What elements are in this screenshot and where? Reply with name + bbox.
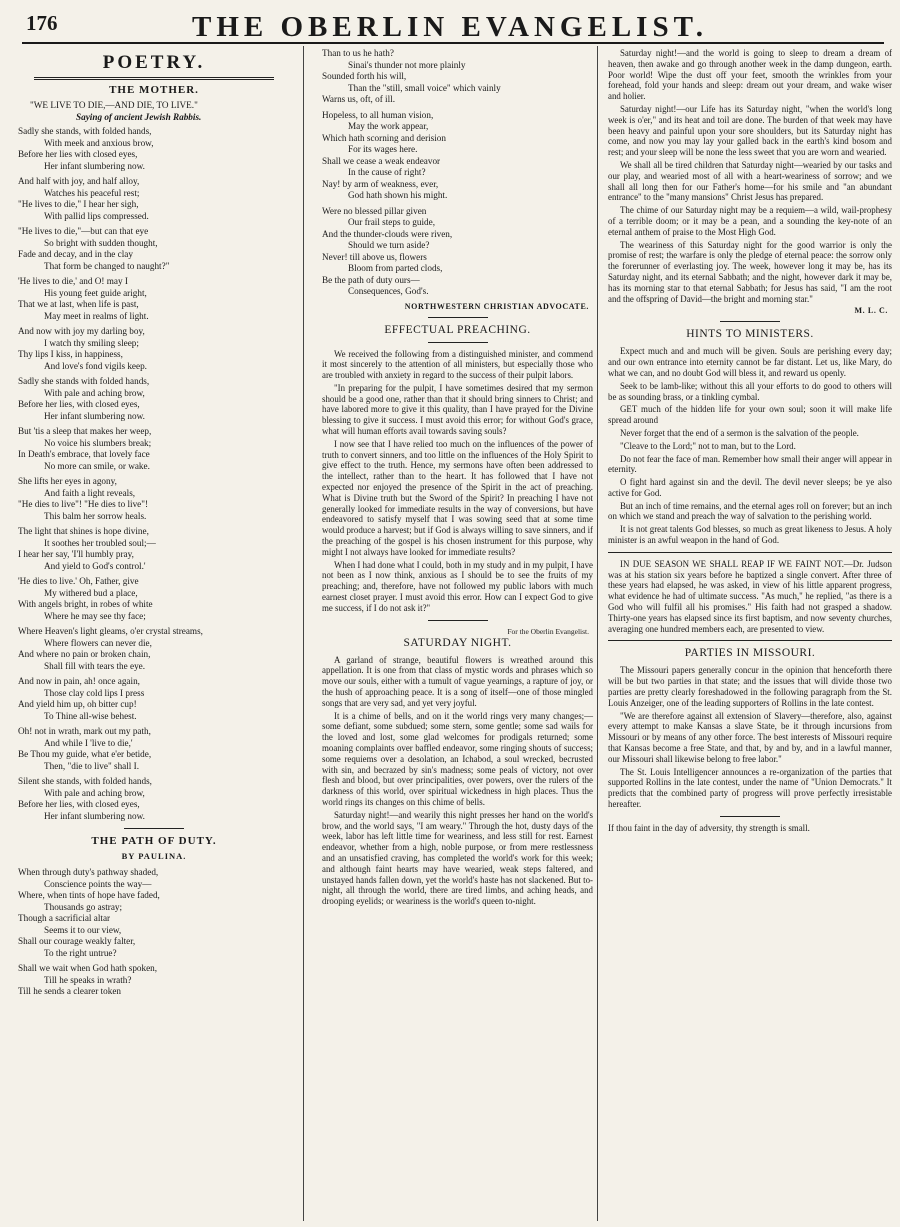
article-parties-in-missouri bbox=[608, 665, 892, 809]
poem-line: Her infant slumbering now. bbox=[44, 410, 145, 421]
poem-line: Sounded forth his will, bbox=[322, 71, 407, 81]
poem-line: Nay! by arm of weakness, ever, bbox=[322, 178, 439, 189]
poem-stanza bbox=[18, 676, 290, 722]
poem-line: Were no blessed pillar given bbox=[322, 205, 427, 216]
paragraph: Saturday night!—our Life has its Saturday night, "when the world's long week is o'er," and its heat and toil are done. The burden of that week may have been heavy and painful upon your sore shoulders, but its Saturday night has come, and now you may lay your galled back in the earth's kind bosom and rest; and your sleep will be none the less sweet that you are worn and wearied. bbox=[608, 103, 892, 158]
section-rule bbox=[428, 620, 488, 621]
poem-line: No more can smile, or wake. bbox=[44, 460, 150, 471]
poem-line: Than to us he hath? bbox=[322, 48, 394, 58]
poem-line: My withered bud a place, bbox=[44, 587, 138, 598]
paragraph: O fight hard against sin and the devil. The devil never sleeps; be ye also active for God. bbox=[608, 477, 892, 498]
poem-line: With angels bright, in robes of white bbox=[18, 599, 153, 609]
poem-duty-stanza-3 bbox=[322, 48, 593, 106]
poem-line: "He lives to die,"—but can that eye bbox=[18, 226, 149, 236]
poetry-header: POETRY. bbox=[102, 52, 206, 73]
poem-stanza bbox=[18, 476, 290, 522]
paragraph: We received the following from a distinguished minister, and commend it most sincerely to the attention of all ministers, but especially those who are troubled with anxiety in regard to the success of their pulpit labors. bbox=[322, 348, 593, 381]
poem-stanza bbox=[18, 426, 290, 472]
poem-line: With meek and anxious brow, bbox=[44, 137, 154, 148]
poem-stanza bbox=[18, 576, 290, 622]
poem-duty-stanza-5 bbox=[322, 206, 593, 298]
poem-epigraph bbox=[18, 100, 290, 123]
poem-line: Be the path of duty ours— bbox=[322, 274, 420, 285]
paragraph: A garland of strange, beautiful flowers is wreathed around this appellation. It is one from that class of mystic words and phrases which so move our souls, either with a tumult of vague yearnings, a rapture of joy, or the hush of approaching peace. It is a song of itself—one of those mingled songs that are very sad, and yet very joyful. bbox=[322, 654, 593, 708]
poem-line: This balm her sorrow heals. bbox=[44, 510, 147, 521]
poem-byline: BY PAULINA. bbox=[121, 851, 187, 861]
poem-line: And now with joy my darling boy, bbox=[18, 326, 145, 336]
section-rule bbox=[720, 816, 780, 817]
poem-stanza bbox=[18, 376, 290, 422]
poem-line: Before her lies with closed eyes, bbox=[18, 149, 138, 159]
section-rule bbox=[720, 321, 780, 322]
paragraph: I now see that I have relied too much on the influences of the power of truth to convert sinners, and too little on the influences of the Holy Spirit to give effect to the truth. Hence, my sermons have often been addressed to the intellect, rather than to the heart. It has followed that I have not expected nor enjoyed the presence of the Spirit in the act of preaching. What is Divine truth but the Sword of the Spirit? In preaching I have not generally looked for immediate results in the way of conversions, but have endeavored to satisfy myself that I was sowing seed that at some time would produce a harvest; but if God is always willing to save sinners, and if the preaching of the gospel is his chosen instrument for this purpose, why might I not always have looked for immediate results? bbox=[322, 438, 593, 557]
poem-stanza bbox=[18, 176, 290, 222]
poem-line: In Death's embrace, that lovely face bbox=[18, 449, 150, 459]
poem-line: Never! till above us, flowers bbox=[322, 251, 427, 262]
poem-line: That form be changed to naught?" bbox=[44, 260, 170, 271]
poem-duty-stanza-1 bbox=[18, 867, 290, 959]
poem-line: Be Thou my guide, what e'er betide, bbox=[18, 749, 152, 759]
poem-line: Shall fill with tears the eye. bbox=[44, 660, 146, 671]
paragraph: "In preparing for the pulpit, I have sometimes desired that my sermon should be a good one, rather than that it should bring sinners to Christ; and have labored more to give it this quality, than I have prayed for the Divine blessing to give it success. I must avoid this error; for without God's grace, what will human efforts avail towards saving souls? bbox=[322, 382, 593, 437]
poem-line: God hath shown his might. bbox=[348, 190, 448, 200]
poem-line: I watch thy smiling sleep; bbox=[44, 337, 139, 348]
poem-title-mother: THE MOTHER. bbox=[109, 84, 199, 96]
poem-line: With pallid lips compressed. bbox=[44, 210, 149, 221]
section-rule bbox=[428, 317, 488, 318]
poem-line: It soothes her troubled soul;— bbox=[44, 537, 156, 548]
poem-line: Watches his peaceful rest; bbox=[44, 187, 140, 198]
poem-line: And while I 'live to die,' bbox=[44, 737, 133, 748]
poem-line: To Thine all-wise behest. bbox=[44, 710, 137, 721]
masthead bbox=[0, 0, 900, 44]
poem-line: 'He lives to die,' and O! may I bbox=[18, 276, 128, 286]
poem-line: Sadly she stands with folded hands, bbox=[18, 376, 150, 386]
poem-line: The light that shines is hope divine, bbox=[18, 526, 149, 536]
poem-line: With pale and aching brow, bbox=[44, 387, 145, 398]
article-title-effectual-preaching: EFFECTUAL PREACHING. bbox=[384, 323, 531, 336]
paragraph: Seek to be lamb-like; without this all your efforts to do good to others will be as sounding brass, or a tinkling cymbal. bbox=[608, 380, 892, 402]
poem-line: Shall we wait when God hath spoken, bbox=[18, 963, 158, 973]
poem-duty-stanza-4 bbox=[322, 110, 593, 202]
epigraph-quote: "WE LIVE TO DIE,—AND DIE, TO LIVE." bbox=[30, 100, 198, 110]
poem-line: And love's fond vigils keep. bbox=[44, 360, 147, 371]
poem-line: Before her lies, with closed eyes, bbox=[18, 799, 140, 809]
poem-line: Consequences, God's. bbox=[348, 286, 429, 296]
paragraph: It is a chime of bells, and on it the world rings very many changes;—some defiant, some subdued; some stern, some gentle; some sad wails for the loved and lost, some glad welcomes for prodigals returned; some moaning complaints over baffled endeavor, some ringing shouts of success; some requiems over a desolation, an Ichabod, a soul wrecked, becrusted with sin, and becrazed by sin's madness; some peals of victory, not over flesh and blood, but over principalities, over powers, over the rulers of the darkness of this world, over spiritual wickedness in high places. Thus the world rings its changes on this chime of bells. bbox=[322, 710, 593, 807]
paragraph: Do not fear the face of man. Remember how small their anger will appear in eternity. bbox=[608, 453, 892, 475]
poem-title-duty: THE PATH OF DUTY. bbox=[91, 835, 217, 847]
poem-line: Before her lies, with closed eyes, bbox=[18, 399, 140, 409]
poem-line: And half with joy, and half alloy, bbox=[18, 176, 140, 186]
article-signature: M. L. C. bbox=[854, 306, 888, 316]
poem-line: Her infant slumbering now. bbox=[44, 160, 145, 171]
poem-line: Conscience points the way— bbox=[44, 878, 152, 889]
paragraph: We shall all be tired children that Saturday night—wearied by our tasks and our play, and wearied most of all with a heart-weariness of sorrow; and we shall all long then for our Father's home—for his smile and "an abundant entrance" to the "many mansions" Christ Jesus has prepared. bbox=[608, 159, 892, 203]
poem-line: With pale and aching brow, bbox=[44, 787, 145, 798]
poem-line: Where Heaven's light gleams, o'er crystal streams, bbox=[18, 626, 203, 636]
poem-line: "He dies to live"! "He dies to live"! bbox=[18, 499, 149, 509]
poem-signature: NORTHWESTERN CHRISTIAN ADVOCATE. bbox=[404, 301, 589, 311]
article-title-hints: HINTS TO MINISTERS. bbox=[686, 328, 814, 341]
poem-line: To the right untrue? bbox=[44, 947, 117, 958]
poem-line: Should we turn aside? bbox=[348, 240, 430, 250]
article-credit: For the Oberlin Evangelist. bbox=[507, 626, 589, 636]
poem-line: Bloom from parted clods, bbox=[348, 263, 443, 273]
section-rule bbox=[124, 828, 184, 829]
poem-line: She lifts her eyes in agony, bbox=[18, 476, 117, 486]
poem-line: No voice his slumbers break; bbox=[44, 437, 152, 448]
paragraph: The Missouri papers generally concur in the opinion that henceforth there will be but two parties in that state; and the issues that will divide those two parties are pretty clearly foreshadowed in the following paragraph from the St. Louis Anzeiger, one of the leading supporters of Rollins in the late contest. bbox=[608, 665, 892, 708]
poem-line: Fade and decay, and in the clay bbox=[18, 249, 133, 259]
poem-line: That we at last, when life is past, bbox=[18, 299, 139, 309]
poem-stanza bbox=[18, 626, 290, 672]
article-due-season: IN DUE SEASON WE SHALL REAP IF WE FAINT NOT.—Dr. Judson was at his station six years before he baptized a single convert. After three of these years had elapsed, he was asked, in view of his little apparent progress, what evidence he had of ultimate success. "As much," he replied, "as there is a God who will fulfil all his promises." His faith had not grasped a shadow. Thirty-one years has elapsed since its first baptism, and now seventy churches, averaging one hundred members each, are presented to view. bbox=[608, 558, 892, 634]
column-3 bbox=[598, 48, 898, 1226]
article-saturday-night-part-1 bbox=[322, 655, 593, 907]
poem-stanza bbox=[18, 326, 290, 372]
poem-line: 'He dies to live.' Oh, Father, give bbox=[18, 576, 139, 586]
poem-line: And the thunder-clouds were riven, bbox=[322, 228, 453, 239]
poem-line: And where no pain or broken chain, bbox=[18, 649, 151, 659]
poem-duty-stanza-2 bbox=[18, 963, 290, 998]
poem-line: When through duty's pathway shaded, bbox=[18, 867, 159, 877]
poem-line: His young feet guide aright, bbox=[44, 287, 147, 298]
paragraph: It is not great talents God blesses, so much as great likeness to Jesus. A holy minister is an awful weapon in the hand of God. bbox=[608, 524, 892, 546]
epigraph-attribution: Saying of ancient Jewish Rabbis. bbox=[76, 111, 202, 122]
poem-line: Shall our courage weakly falter, bbox=[18, 936, 136, 946]
poem-line: In the cause of right? bbox=[348, 167, 426, 177]
poem-line: Thousands go astray; bbox=[44, 901, 123, 912]
section-rule bbox=[608, 640, 892, 641]
poetry-rule bbox=[34, 77, 274, 80]
paragraph: GET much of the hidden life for your own soul; soon it will make life spread around bbox=[608, 404, 892, 426]
paragraph: When I had done what I could, both in my study and in my pulpit, I have not been as I now think, anxious as I should be to see the fruits of my preaching; and, therefore, have not followed my public labors with much earnest closet prayer. I must avoid this error. How can I expect God to give me success, if I do not ask it?" bbox=[322, 559, 593, 613]
poem-line: For its wages here. bbox=[348, 144, 418, 154]
paragraph: "Cleave to the Lord;" not to man, but to the Lord. bbox=[620, 440, 796, 451]
poem-line: Till he speaks in wrath? bbox=[44, 974, 132, 985]
paragraph: The chime of our Saturday night may be a requiem—a wild, wail-prophesy of a terrible doom; or it may be a pean, and a sounding the key-note of an eternal anthem of praise to the Most High God. bbox=[608, 205, 892, 237]
poem-line: And yield him up, oh bitter cup! bbox=[18, 699, 137, 709]
poem-line: Which hath scorning and derision bbox=[322, 132, 446, 143]
paragraph: The weariness of this Saturday night for the good warrior is only the promise of rest; the warfare is only the pledge of eternal peace: the sorrow only the forerunner of everlasting joy. The week, however long it may be, has its Saturday night, and its eternal Sabbath; and the night, however dark it may be, has its morning star to that eternal Sabbath; for Jesus has said, "I am the root and the offspring of David—the bright and morning star." bbox=[608, 239, 892, 304]
page-number: 176 bbox=[26, 11, 58, 35]
poem-line: Where flowers can never die, bbox=[44, 637, 152, 648]
poem-mother-body bbox=[18, 126, 290, 822]
column-divider-1 bbox=[303, 46, 304, 1221]
column-1 bbox=[6, 48, 296, 1226]
poem-line: Her infant slumbering now. bbox=[44, 810, 145, 821]
closing-proverb: If thou faint in the day of adversity, thy strength is small. bbox=[608, 822, 810, 833]
poem-line: Those clay cold lips I press bbox=[44, 687, 145, 698]
paragraph: Saturday night!—and the world is going to sleep to dream a dream of heaven, then awake and go through another week in the damp dungeon, earth. Poor world! Wipe the dust off your feet, smooth the wrinkles from your forehead, fold your hands and sleep: dream out your dream, and wake wiser and holier. bbox=[608, 48, 892, 102]
poem-line: Than the "still, small voice" which vainly bbox=[348, 82, 501, 93]
masthead-rule bbox=[22, 42, 884, 44]
poem-line: May meet in realms of light. bbox=[44, 310, 149, 321]
poem-line: And yield to God's control.' bbox=[44, 560, 146, 571]
paragraph: Expect much and and much will be given. Souls are perishing every day; and our own entrance into eternity cannot be far distant. Let us, like Mary, do what we can, and no doubt God will bless it, and reward us openly. bbox=[608, 346, 892, 378]
paragraph: But an inch of time remains, and the eternal ages roll on forever; but an inch on which we stand and preach the way of salvation to the perishing world. bbox=[608, 500, 892, 522]
poem-stanza bbox=[18, 526, 290, 572]
poem-stanza bbox=[18, 276, 290, 322]
poem-line: So bright with sudden thought, bbox=[44, 237, 158, 248]
poem-line: Hopeless, to all human vision, bbox=[322, 109, 434, 120]
poem-line: Shall we cease a weak endeavor bbox=[322, 155, 441, 166]
poem-line: Warns us, oft, of ill. bbox=[322, 94, 396, 104]
poem-line: Though a sacrificial altar bbox=[18, 913, 111, 923]
poem-stanza bbox=[18, 126, 290, 172]
article-saturday-night-part-2 bbox=[608, 48, 892, 304]
poem-line: Where, when tints of hope have faded, bbox=[18, 890, 160, 900]
poem-stanza bbox=[18, 726, 290, 772]
section-rule bbox=[608, 552, 892, 553]
poem-line: And faith a light reveals, bbox=[44, 487, 136, 498]
poem-line: Then, "die to live" shall I. bbox=[44, 760, 140, 771]
poem-line: But 'tis a sleep that makes her weep, bbox=[18, 426, 152, 436]
poem-line: Our frail steps to guide, bbox=[348, 217, 436, 227]
poem-line: Oh! not in wrath, mark out my path, bbox=[18, 726, 151, 736]
poem-line: Sinai's thunder not more plainly bbox=[348, 59, 466, 70]
poem-line: Thy lips I kiss, in happiness, bbox=[18, 349, 123, 359]
poem-line: May the work appear, bbox=[348, 121, 429, 131]
poem-line: Sadly she stands, with folded hands, bbox=[18, 126, 152, 136]
poem-line: Silent she stands, with folded hands, bbox=[18, 776, 152, 786]
poem-line: Seems it to our view, bbox=[44, 924, 122, 935]
paragraph: "We are therefore against all extension of Slavery—therefore, also, against every attempt to make Kansas a slave State, be it through incursions from Missouri or by means of any other force. The best interests of Missouri require that Kansas become a free State, and that, by and by, and in a lawful manner, our Missouri shall likewise belong to free labor." bbox=[608, 710, 892, 764]
article-hints-to-ministers bbox=[608, 346, 892, 546]
poem-line: Where he may see thy face; bbox=[44, 610, 146, 621]
poem-line: "He lives to die," I hear her sigh, bbox=[18, 199, 139, 209]
newspaper-title: THE OBERLIN EVANGELIST. bbox=[191, 11, 709, 43]
article-effectual-preaching bbox=[322, 349, 593, 614]
article-title-missouri: PARTIES IN MISSOURI. bbox=[684, 647, 816, 660]
poem-line: I hear her say, 'I'll humbly pray, bbox=[18, 549, 134, 559]
article-title-saturday-night: SATURDAY NIGHT. bbox=[403, 636, 512, 649]
column-2 bbox=[310, 48, 597, 1226]
section-rule bbox=[428, 342, 488, 343]
poem-stanza bbox=[18, 226, 290, 272]
paragraph: The St. Louis Intelligencer announces a re-organization of the parties that supported Rollins in the late contest, under the name of "Union Democrats." It predicts that the combined party of progress will prove perfectly irresistable hereafter. bbox=[608, 766, 892, 810]
poem-line: Till he sends a clearer token bbox=[18, 986, 121, 996]
paragraph: Saturday night!—and wearily this night presses her hand on the world's brow, and the world says, "I am weary." Through the hot, dusty days of the week, labor has left little time for weariness, and less still for rest. Earnest endeavor, whether from a high, noble purpose, or from mere restlessness and an unsatisfied craving, has completed the world's work for this week; and although faint hearts may have wearied, weak steps faltered, and unstayed hands fallen down, yet the world's haste has not slackened. But to-night, all through the world, there are tired limbs, and aching heads, and drooping eyelids; or weariness is the world's queen to-night. bbox=[322, 809, 593, 907]
poem-line: And now in pain, ah! once again, bbox=[18, 676, 140, 686]
paragraph: Never forget that the end of a sermon is the salvation of the people. bbox=[620, 427, 859, 438]
poem-stanza bbox=[18, 776, 290, 822]
